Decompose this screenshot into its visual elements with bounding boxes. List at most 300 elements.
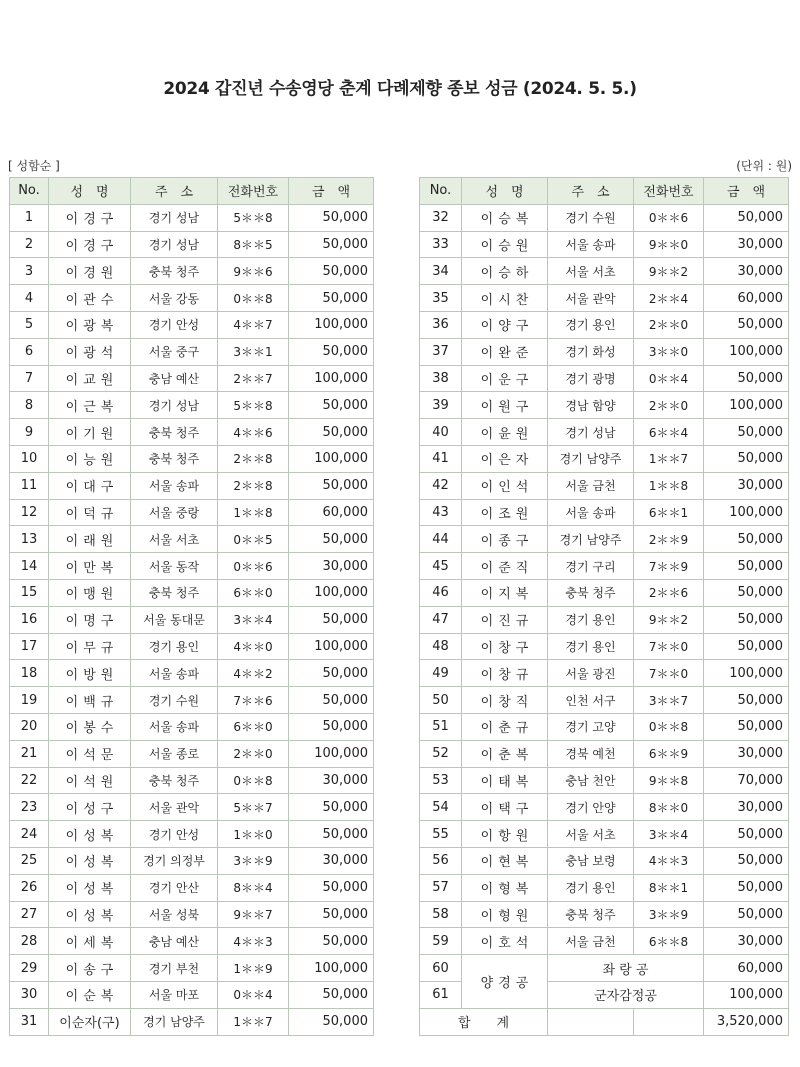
row-phone: 0＊＊6 bbox=[218, 553, 289, 580]
row-phone: 2＊＊8 bbox=[218, 472, 289, 499]
row-address: 경기 용인 bbox=[548, 633, 634, 660]
row-no: 24 bbox=[10, 821, 49, 848]
group-body bbox=[420, 955, 789, 1035]
row-address: 충남 예산 bbox=[131, 928, 218, 955]
row-name: 이능원 bbox=[49, 445, 131, 472]
row-address: 경기 성남 bbox=[131, 231, 218, 258]
row-amount: 100,000 bbox=[289, 633, 374, 660]
row-amount: 50,000 bbox=[704, 847, 789, 874]
row-address: 경기 안성 bbox=[131, 821, 218, 848]
header-address: 주 소 bbox=[131, 178, 218, 205]
row-amount: 50,000 bbox=[289, 231, 374, 258]
row-address: 서울 중랑 bbox=[131, 499, 218, 526]
header-amount: 금 액 bbox=[289, 178, 374, 205]
row-phone: 6＊＊9 bbox=[634, 740, 704, 767]
row-amount: 30,000 bbox=[289, 847, 374, 874]
row-phone: 2＊＊0 bbox=[634, 311, 704, 338]
table-row bbox=[10, 713, 374, 740]
row-no: 5 bbox=[10, 311, 49, 338]
row-address: 충북 청주 bbox=[131, 258, 218, 285]
row-name: 이준직 bbox=[462, 553, 548, 580]
table-row bbox=[10, 955, 374, 982]
row-phone: 2＊＊9 bbox=[634, 526, 704, 553]
row-amount: 50,000 bbox=[289, 874, 374, 901]
table-row bbox=[10, 660, 374, 687]
row-no: 22 bbox=[10, 767, 49, 794]
row-address: 경기 수원 bbox=[131, 687, 218, 714]
row-name: 이승원 bbox=[462, 231, 548, 258]
row-no: 57 bbox=[420, 874, 462, 901]
table-row bbox=[420, 660, 789, 687]
row-address: 경기 안양 bbox=[548, 794, 634, 821]
row-amount: 50,000 bbox=[704, 445, 789, 472]
row-address: 서울 송파 bbox=[548, 499, 634, 526]
row-name: 이맹원 bbox=[49, 579, 131, 606]
table-row bbox=[10, 874, 374, 901]
table-row bbox=[420, 553, 789, 580]
header-row bbox=[420, 178, 789, 205]
row-phone: 4＊＊2 bbox=[218, 660, 289, 687]
left-body bbox=[10, 204, 374, 1035]
row-address: 충남 예산 bbox=[131, 365, 218, 392]
table-row bbox=[10, 794, 374, 821]
row-address: 경남 함양 bbox=[548, 392, 634, 419]
row-amount: 50,000 bbox=[704, 713, 789, 740]
row-no: 56 bbox=[420, 847, 462, 874]
row-phone: 8＊＊1 bbox=[634, 874, 704, 901]
row-phone: 9＊＊0 bbox=[634, 231, 704, 258]
table-row bbox=[10, 901, 374, 928]
row-amount: 50,000 bbox=[289, 1008, 374, 1035]
row-no: 58 bbox=[420, 901, 462, 928]
row-amount: 50,000 bbox=[704, 579, 789, 606]
row-phone: 3＊＊7 bbox=[634, 687, 704, 714]
row-phone: 1＊＊9 bbox=[218, 955, 289, 982]
table-row bbox=[420, 311, 789, 338]
row-no: 13 bbox=[10, 526, 49, 553]
table-row bbox=[10, 338, 374, 365]
row-address: 경기 구리 bbox=[548, 553, 634, 580]
row-no: 42 bbox=[420, 472, 462, 499]
row-no: 21 bbox=[10, 740, 49, 767]
row-no: 11 bbox=[10, 472, 49, 499]
table-row bbox=[420, 821, 789, 848]
row-amount: 30,000 bbox=[289, 767, 374, 794]
row-no: 54 bbox=[420, 794, 462, 821]
row-name: 이순자(구) bbox=[49, 1008, 131, 1035]
header-name: 성 명 bbox=[49, 178, 131, 205]
page-title: 2024 갑진년 수송영당 춘계 다례제향 종보 성금 (2024. 5. 5.) bbox=[163, 79, 637, 99]
row-phone: 0＊＊4 bbox=[218, 981, 289, 1008]
table-row bbox=[10, 526, 374, 553]
row-name: 이승하 bbox=[462, 258, 548, 285]
row-phone: 6＊＊0 bbox=[218, 579, 289, 606]
row-amount: 50,000 bbox=[704, 365, 789, 392]
row-name: 이창구 bbox=[462, 633, 548, 660]
table-row bbox=[10, 553, 374, 580]
table-row bbox=[420, 606, 789, 633]
row-address: 경기 남양주 bbox=[548, 445, 634, 472]
table-row bbox=[420, 445, 789, 472]
row-address: 경기 화성 bbox=[548, 338, 634, 365]
row-amount: 50,000 bbox=[704, 874, 789, 901]
row-address: 서울 금천 bbox=[548, 928, 634, 955]
row-amount: 50,000 bbox=[704, 419, 789, 446]
table-row bbox=[10, 821, 374, 848]
table-row bbox=[10, 445, 374, 472]
row-address: 경기 성남 bbox=[131, 392, 218, 419]
table-row bbox=[420, 419, 789, 446]
table-row bbox=[420, 874, 789, 901]
row-name: 이인석 bbox=[462, 472, 548, 499]
row-phone: 3＊＊0 bbox=[634, 338, 704, 365]
row-no: 8 bbox=[10, 392, 49, 419]
table-row bbox=[420, 392, 789, 419]
row-address: 인천 서구 bbox=[548, 687, 634, 714]
row-no: 53 bbox=[420, 767, 462, 794]
row-phone: 0＊＊8 bbox=[218, 767, 289, 794]
table-row bbox=[10, 311, 374, 338]
row-amount: 50,000 bbox=[289, 794, 374, 821]
row-phone: 7＊＊0 bbox=[634, 633, 704, 660]
header-no: No. bbox=[420, 178, 462, 205]
total-amount: 3,520,000 bbox=[704, 1008, 789, 1035]
row-address: 서울 서초 bbox=[548, 258, 634, 285]
row-name: 이택구 bbox=[462, 794, 548, 821]
row-address: 경기 남양주 bbox=[131, 1008, 218, 1035]
row-name: 이춘규 bbox=[462, 713, 548, 740]
row-phone: 4＊＊0 bbox=[218, 633, 289, 660]
row-phone: 3＊＊4 bbox=[634, 821, 704, 848]
row-address: 서울 동대문 bbox=[131, 606, 218, 633]
row-address: 경기 부천 bbox=[131, 955, 218, 982]
row-name: 이경구 bbox=[49, 231, 131, 258]
row-phone: 0＊＊4 bbox=[634, 365, 704, 392]
row-phone: 3＊＊4 bbox=[218, 606, 289, 633]
total-row bbox=[420, 1008, 789, 1035]
table-row bbox=[420, 633, 789, 660]
header-row bbox=[10, 178, 374, 205]
row-phone: 4＊＊7 bbox=[218, 311, 289, 338]
row-amount: 100,000 bbox=[704, 660, 789, 687]
table-row bbox=[420, 713, 789, 740]
row-name: 이석문 bbox=[49, 740, 131, 767]
row-no: 17 bbox=[10, 633, 49, 660]
row-no: 48 bbox=[420, 633, 462, 660]
row-name: 이성복 bbox=[49, 901, 131, 928]
row-no: 47 bbox=[420, 606, 462, 633]
row-amount: 30,000 bbox=[704, 231, 789, 258]
table-row bbox=[420, 499, 789, 526]
row-phone: 0＊＊8 bbox=[218, 285, 289, 312]
row-no: 23 bbox=[10, 794, 49, 821]
row-amount: 60,000 bbox=[704, 955, 789, 982]
row-amount: 50,000 bbox=[704, 526, 789, 553]
table-row bbox=[420, 687, 789, 714]
row-amount: 50,000 bbox=[289, 606, 374, 633]
row-phone: 3＊＊9 bbox=[634, 901, 704, 928]
row-phone: 3＊＊9 bbox=[218, 847, 289, 874]
row-phone: 7＊＊0 bbox=[634, 660, 704, 687]
row-no: 6 bbox=[10, 338, 49, 365]
row-phone: 6＊＊0 bbox=[218, 713, 289, 740]
row-address: 서울 중구 bbox=[131, 338, 218, 365]
row-no: 9 bbox=[10, 419, 49, 446]
row-no: 41 bbox=[420, 445, 462, 472]
row-name: 이명구 bbox=[49, 606, 131, 633]
row-name: 이무규 bbox=[49, 633, 131, 660]
table-row bbox=[420, 740, 789, 767]
row-no: 35 bbox=[420, 285, 462, 312]
row-amount: 50,000 bbox=[289, 204, 374, 231]
row-name: 이광복 bbox=[49, 311, 131, 338]
row-phone: 2＊＊0 bbox=[218, 740, 289, 767]
table-row bbox=[10, 258, 374, 285]
table-row bbox=[420, 928, 789, 955]
row-phone: 9＊＊8 bbox=[634, 767, 704, 794]
row-phone: 1＊＊8 bbox=[218, 499, 289, 526]
row-address: 충북 청주 bbox=[131, 767, 218, 794]
row-phone: 9＊＊2 bbox=[634, 606, 704, 633]
row-name: 이경원 bbox=[49, 258, 131, 285]
row-phone: 2＊＊0 bbox=[634, 392, 704, 419]
donation-table-right bbox=[419, 177, 789, 1036]
row-address: 충북 청주 bbox=[131, 419, 218, 446]
row-name: 이윤원 bbox=[462, 419, 548, 446]
row-no: 36 bbox=[420, 311, 462, 338]
row-name: 이운구 bbox=[462, 365, 548, 392]
row-address: 서울 관악 bbox=[131, 794, 218, 821]
row-phone: 8＊＊0 bbox=[634, 794, 704, 821]
row-no: 19 bbox=[10, 687, 49, 714]
row-amount: 50,000 bbox=[289, 392, 374, 419]
right-body bbox=[420, 204, 789, 954]
row-amount: 50,000 bbox=[289, 687, 374, 714]
row-name: 이현복 bbox=[462, 847, 548, 874]
row-address: 경기 고양 bbox=[548, 713, 634, 740]
header-no: No. bbox=[10, 178, 49, 205]
row-phone: 0＊＊6 bbox=[634, 204, 704, 231]
row-no: 52 bbox=[420, 740, 462, 767]
row-address: 경기 수원 bbox=[548, 204, 634, 231]
row-no: 2 bbox=[10, 231, 49, 258]
row-no: 43 bbox=[420, 499, 462, 526]
row-phone: 5＊＊8 bbox=[218, 392, 289, 419]
row-amount: 50,000 bbox=[289, 928, 374, 955]
row-phone: 1＊＊7 bbox=[634, 445, 704, 472]
table-row bbox=[420, 204, 789, 231]
row-amount: 50,000 bbox=[289, 285, 374, 312]
row-no: 39 bbox=[420, 392, 462, 419]
row-address: 경기 안성 bbox=[131, 311, 218, 338]
donation-table-left bbox=[9, 177, 374, 1036]
table-row bbox=[10, 392, 374, 419]
row-name: 이만복 bbox=[49, 553, 131, 580]
table-row bbox=[420, 285, 789, 312]
table-row bbox=[420, 338, 789, 365]
row-amount: 30,000 bbox=[289, 553, 374, 580]
row-name: 이교원 bbox=[49, 365, 131, 392]
sort-caption: [ 성함순 ] bbox=[8, 159, 60, 173]
row-amount: 60,000 bbox=[289, 499, 374, 526]
row-amount: 50,000 bbox=[704, 687, 789, 714]
row-no: 12 bbox=[10, 499, 49, 526]
row-phone: 1＊＊8 bbox=[634, 472, 704, 499]
row-address: 충북 청주 bbox=[548, 901, 634, 928]
row-no: 10 bbox=[10, 445, 49, 472]
row-address: 서울 서초 bbox=[548, 821, 634, 848]
group-name: 양경공 bbox=[462, 955, 548, 1009]
table-row bbox=[420, 767, 789, 794]
row-no: 38 bbox=[420, 365, 462, 392]
header-address: 주 소 bbox=[548, 178, 634, 205]
row-amount: 50,000 bbox=[289, 419, 374, 446]
total-blank-address bbox=[548, 1008, 634, 1035]
row-address: 경기 용인 bbox=[548, 606, 634, 633]
row-phone: 2＊＊4 bbox=[634, 285, 704, 312]
group-item-label: 좌 랑 공 bbox=[548, 955, 704, 982]
row-address: 서울 서초 bbox=[131, 526, 218, 553]
row-name: 이봉수 bbox=[49, 713, 131, 740]
row-no: 20 bbox=[10, 713, 49, 740]
row-phone: 7＊＊6 bbox=[218, 687, 289, 714]
row-phone: 4＊＊3 bbox=[634, 847, 704, 874]
row-amount: 30,000 bbox=[704, 794, 789, 821]
row-amount: 100,000 bbox=[704, 981, 789, 1008]
table-row bbox=[10, 687, 374, 714]
row-address: 경기 용인 bbox=[548, 874, 634, 901]
total-blank-phone bbox=[634, 1008, 704, 1035]
row-phone: 7＊＊9 bbox=[634, 553, 704, 580]
table-row bbox=[10, 204, 374, 231]
row-name: 이성구 bbox=[49, 794, 131, 821]
table-row bbox=[10, 767, 374, 794]
row-phone: 2＊＊7 bbox=[218, 365, 289, 392]
table-row bbox=[420, 901, 789, 928]
table-row bbox=[10, 499, 374, 526]
row-amount: 100,000 bbox=[704, 338, 789, 365]
row-no: 33 bbox=[420, 231, 462, 258]
row-no: 50 bbox=[420, 687, 462, 714]
row-name: 이춘복 bbox=[462, 740, 548, 767]
table-row bbox=[10, 928, 374, 955]
row-phone: 0＊＊8 bbox=[634, 713, 704, 740]
row-address: 서울 송파 bbox=[548, 231, 634, 258]
table-row bbox=[10, 579, 374, 606]
row-no: 61 bbox=[420, 981, 462, 1008]
row-name: 이광석 bbox=[49, 338, 131, 365]
table-row bbox=[420, 231, 789, 258]
row-no: 31 bbox=[10, 1008, 49, 1035]
table-row bbox=[420, 365, 789, 392]
row-amount: 50,000 bbox=[289, 338, 374, 365]
row-amount: 50,000 bbox=[704, 311, 789, 338]
row-name: 이원구 bbox=[462, 392, 548, 419]
row-name: 이성복 bbox=[49, 874, 131, 901]
row-address: 경기 용인 bbox=[131, 633, 218, 660]
row-name: 이창직 bbox=[462, 687, 548, 714]
row-no: 60 bbox=[420, 955, 462, 982]
row-amount: 50,000 bbox=[289, 660, 374, 687]
table-row bbox=[420, 258, 789, 285]
row-address: 서울 관악 bbox=[548, 285, 634, 312]
row-name: 이태복 bbox=[462, 767, 548, 794]
row-no: 3 bbox=[10, 258, 49, 285]
row-address: 충북 청주 bbox=[548, 579, 634, 606]
row-amount: 100,000 bbox=[289, 445, 374, 472]
row-name: 이완준 bbox=[462, 338, 548, 365]
row-address: 서울 광진 bbox=[548, 660, 634, 687]
row-name: 이은자 bbox=[462, 445, 548, 472]
row-name: 이방원 bbox=[49, 660, 131, 687]
table-row bbox=[420, 472, 789, 499]
table-row bbox=[420, 579, 789, 606]
table-row bbox=[420, 955, 789, 982]
row-phone: 4＊＊3 bbox=[218, 928, 289, 955]
row-no: 34 bbox=[420, 258, 462, 285]
row-no: 26 bbox=[10, 874, 49, 901]
row-no: 28 bbox=[10, 928, 49, 955]
unit-caption: (단위 : 원) bbox=[736, 159, 792, 173]
row-name: 이형복 bbox=[462, 874, 548, 901]
row-amount: 100,000 bbox=[289, 365, 374, 392]
row-address: 충북 청주 bbox=[131, 445, 218, 472]
row-name: 이성복 bbox=[49, 821, 131, 848]
row-amount: 100,000 bbox=[704, 392, 789, 419]
row-no: 37 bbox=[420, 338, 462, 365]
row-no: 14 bbox=[10, 553, 49, 580]
row-amount: 50,000 bbox=[289, 981, 374, 1008]
row-no: 16 bbox=[10, 606, 49, 633]
row-phone: 5＊＊8 bbox=[218, 204, 289, 231]
row-phone: 4＊＊6 bbox=[218, 419, 289, 446]
row-name: 이대구 bbox=[49, 472, 131, 499]
row-address: 충북 청주 bbox=[131, 579, 218, 606]
row-name: 이조원 bbox=[462, 499, 548, 526]
header-name: 성 명 bbox=[462, 178, 548, 205]
table-row bbox=[10, 419, 374, 446]
row-address: 서울 마포 bbox=[131, 981, 218, 1008]
row-phone: 2＊＊8 bbox=[218, 445, 289, 472]
row-no: 49 bbox=[420, 660, 462, 687]
row-name: 이석원 bbox=[49, 767, 131, 794]
row-name: 이지복 bbox=[462, 579, 548, 606]
row-address: 충남 보령 bbox=[548, 847, 634, 874]
row-no: 45 bbox=[420, 553, 462, 580]
table-row bbox=[10, 285, 374, 312]
row-no: 30 bbox=[10, 981, 49, 1008]
row-amount: 50,000 bbox=[704, 901, 789, 928]
row-name: 이덕규 bbox=[49, 499, 131, 526]
row-amount: 50,000 bbox=[289, 713, 374, 740]
row-address: 경기 용인 bbox=[548, 311, 634, 338]
row-amount: 50,000 bbox=[289, 472, 374, 499]
row-address: 경기 안산 bbox=[131, 874, 218, 901]
row-name: 이순복 bbox=[49, 981, 131, 1008]
row-address: 서울 성북 bbox=[131, 901, 218, 928]
row-name: 이세복 bbox=[49, 928, 131, 955]
row-address: 경기 광명 bbox=[548, 365, 634, 392]
row-address: 서울 송파 bbox=[131, 713, 218, 740]
row-phone: 9＊＊7 bbox=[218, 901, 289, 928]
row-amount: 50,000 bbox=[704, 633, 789, 660]
row-amount: 30,000 bbox=[704, 472, 789, 499]
row-no: 51 bbox=[420, 713, 462, 740]
row-name: 이송구 bbox=[49, 955, 131, 982]
table-row bbox=[10, 472, 374, 499]
row-phone: 6＊＊8 bbox=[634, 928, 704, 955]
row-amount: 100,000 bbox=[289, 579, 374, 606]
